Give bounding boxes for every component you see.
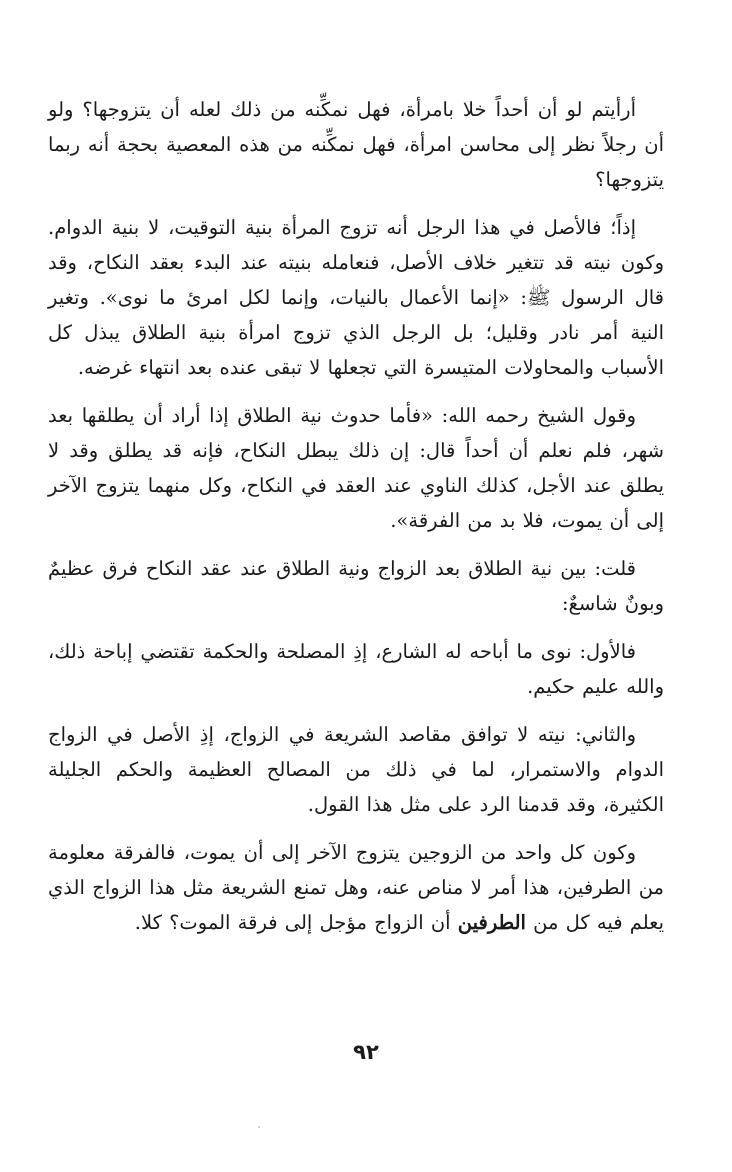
paragraph-6: والثاني: نيته لا توافق مقاصد الشريعة في الزواج، إذِ الأصل في الزواج الدوام والاستمرار، لما في ذلك من المصالح العظيمة والحكم الجليلة الكثيرة، وقد قدمنا الرد على مثل هذا القول. <box>48 723 664 816</box>
paragraph-1: أرأيتم لو أن أحداً خلا بامرأة، فهل نمكِّنه من ذلك لعله أن يتزوجها؟ ولو أن رجلاً نظر إلى محاسن امرأة، فهل نمكِّنه من هذه المعصية بحجة أنه ربما يتزوجها؟ <box>48 98 664 191</box>
paragraph-7-end: أن الزواج مؤجل إلى فرقة الموت؟ كلا. <box>134 911 458 934</box>
paragraph-5: فالأول: نوى ما أباحه له الشارع، إذِ المصلحة والحكمة تقتضي إباحة ذلك، والله عليم حكيم. <box>48 640 664 698</box>
page-number: ٩٢ <box>353 1040 379 1064</box>
paragraph-7 <box>48 835 664 940</box>
paragraph-2: إذاً؛ فالأصل في هذا الرجل أنه تزوج المرأة بنية التوقيت، لا بنية الدوام. وكون نيته قد تتغير خلاف الأصل، فنعامله بنيته عند البدء بعقد النكاح، وقد قال الرسول ﷺ: «إنما الأعمال بالنيات، وإنما لكل امرئ ما نوى». وتغير النية أمر نادر وقليل؛ بل الرجل الذي تزوج امرأة بنية الطلاق يبذل كل الأسباب والمحاولات المتيسرة التي تجعلها لا تبقى عنده بعد انتهاء غرضه. <box>48 216 664 379</box>
bold-word: الطرفين <box>457 911 526 934</box>
paragraph-7-start: وكون كل واحد من الزوجين يتزوج الآخر إلى أن يموت، فالفرقة معلومة من الطرفين، هذا أمر لا مناص عنه، وهل تمنع الشريعة مثل هذا الزواج الذي يعلم فيه كل من <box>48 841 664 934</box>
paragraph-4: قلت: بين نية الطلاق بعد الزواج ونية الطلاق عند عقد النكاح فرق عظيمٌ وبونٌ شاسعٌ: <box>48 557 664 615</box>
scan-speck <box>258 1126 260 1128</box>
paragraph-3: وقول الشيخ رحمه الله: «فأما حدوث نية الطلاق إذا أراد أن يطلقها بعد شهر، فلم نعلم أن أحداً قال: إن ذلك يبطل النكاح، فإنه قد يطلق وقد لا يطلق عند الأجل، كذلك الناوي عند العقد في النكاح، وكل منهما يتزوج الآخر إلى أن يموت، فلا بد من الفرقة». <box>48 404 664 532</box>
page-body <box>48 92 664 953</box>
